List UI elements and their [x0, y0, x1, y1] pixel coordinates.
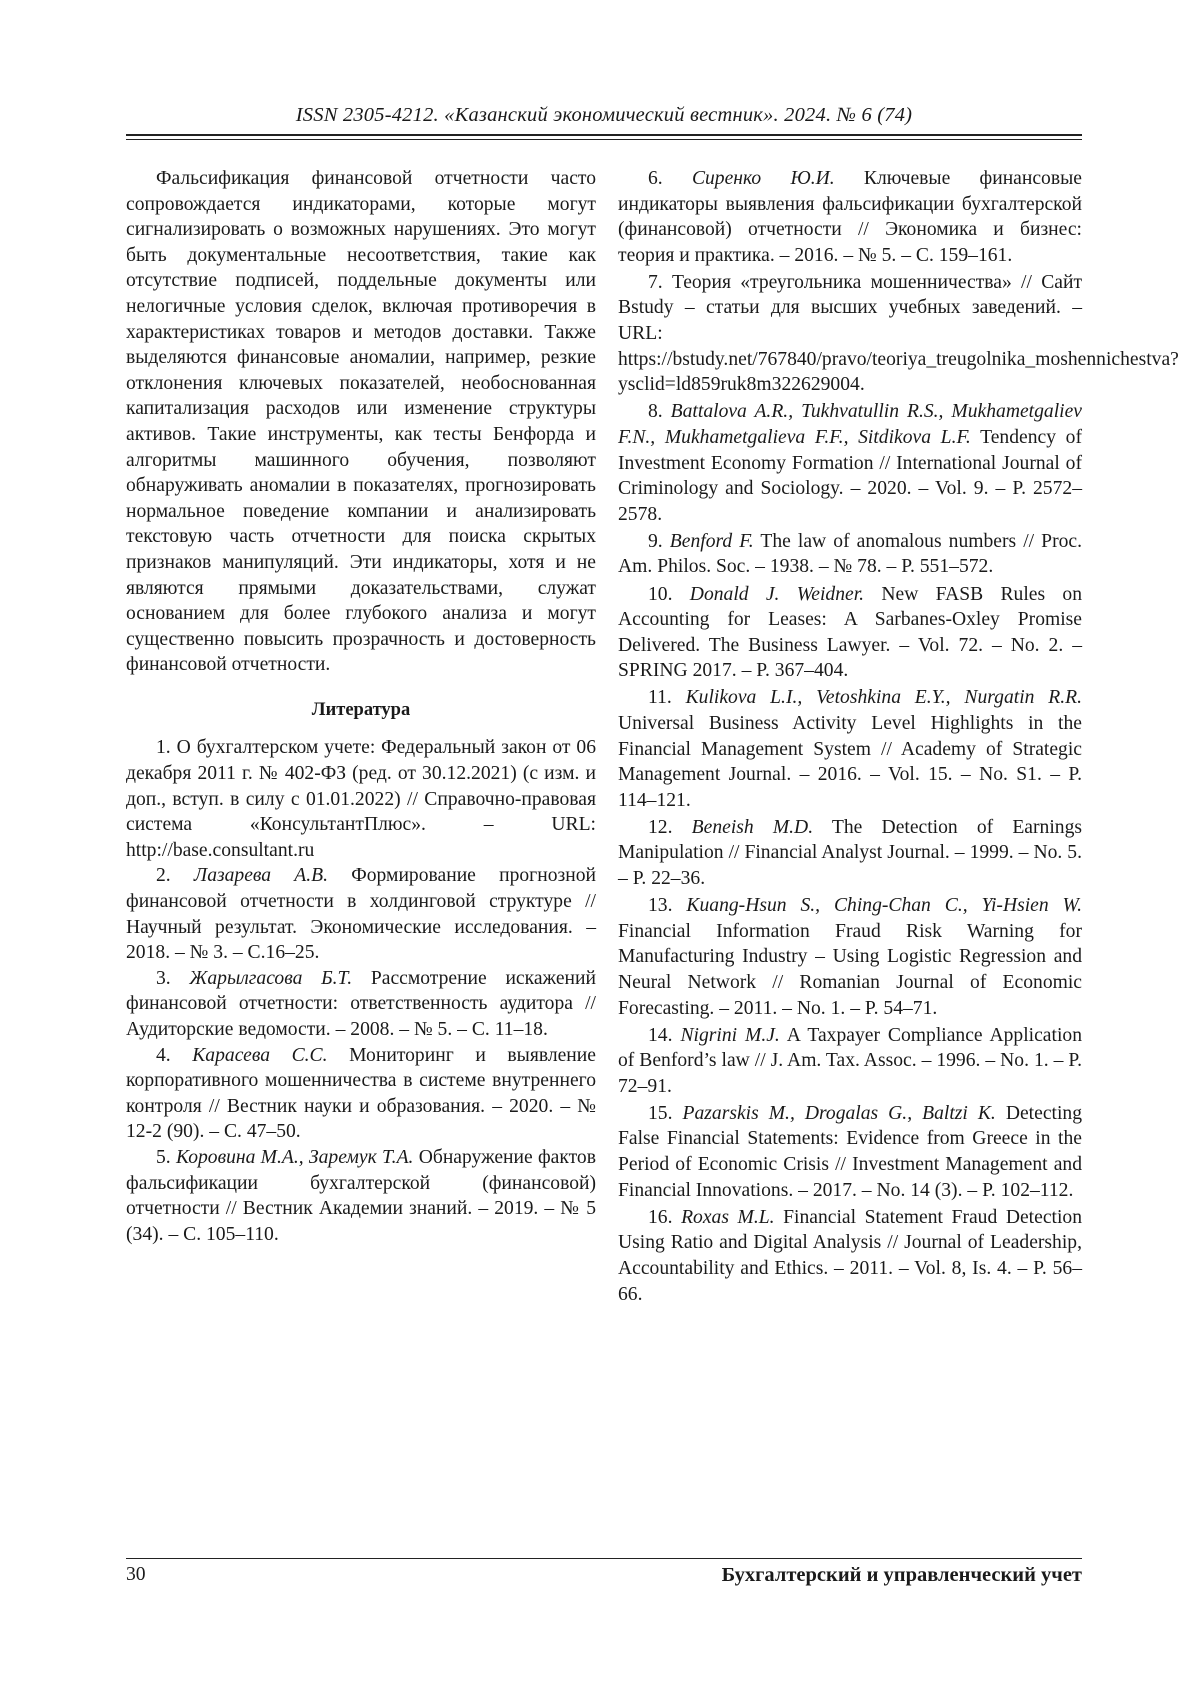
reference-text: Теория «треугольника мошенничества» // Сайт Bstudy – статьи для высших учебных заведений. – URL: https://bstudy.net/767840/pravo/teoriya_treugolnika_moshennichestva?ysclid=ld859ruk8m322629004.: [618, 271, 1179, 396]
reference-item: [618, 815, 1082, 892]
reference-text: Рассмотрение искажений финансовой отчетности: ответственность аудитора // Аудиторские ведомости. – 2008. – № 5. – С. 11–18.: [126, 967, 596, 1040]
reference-authors: Pazarskis M., Drogalas G., Baltzi K.: [682, 1102, 996, 1124]
reference-authors: Жарылгасова Б.Т.: [189, 967, 353, 989]
reference-item: [618, 893, 1082, 1021]
reference-number: 15.: [648, 1102, 673, 1124]
journal-section-name: Бухгалтерский и управленческий учет: [721, 1564, 1082, 1586]
reference-item: [618, 166, 1082, 268]
references-title: Литература: [311, 699, 411, 720]
reference-number: 11.: [648, 687, 672, 709]
reference-number: 13.: [648, 895, 673, 917]
reference-number: 12.: [648, 816, 673, 838]
reference-text: The Detection of Earnings Manipulation // Financial Analyst Journal. – 1999. – No. 5. – P. 22–36.: [618, 816, 1082, 890]
reference-text: Обнаружение фактов фальсификации бухгалтерской (финансовой) отчетности // Вестник Академии знаний. – 2019. – № 5 (34). – С. 105–110.: [126, 1146, 596, 1245]
reference-text: Ключевые финансовые индикаторы выявления фальсификации бухгалтерской (финансовой) отчетности // Экономика и бизнес: теория и практика. – 2016. – № 5. – С. 159–161.: [618, 168, 1082, 266]
reference-item: [126, 966, 596, 1043]
reference-number: 2.: [156, 865, 171, 887]
reference-text: A Taxpayer Compliance Application of Benford’s law // J. Am. Tax. Assoc. – 1996. – No. 1. – P. 72–91.: [618, 1024, 1082, 1097]
reference-number: 5.: [156, 1146, 171, 1168]
reference-text: New FASB Rules on Accounting for Leases: A Sarbanes-Oxley Promise Delivered. The Business Lawyer. – Vol. 72. – No. 2. – SPRING 2017. – P. 367–404.: [618, 583, 1082, 682]
reference-authors: Benford F.: [669, 530, 754, 552]
reference-item: [126, 1043, 596, 1145]
reference-item: [618, 399, 1082, 527]
left-column: [126, 166, 596, 1247]
reference-authors: Roxas M.L.: [681, 1206, 775, 1228]
reference-authors: Kuang-Hsun S., Ching-Chan C., Yi-Hsien W.: [686, 895, 1082, 917]
reference-item: [618, 1101, 1082, 1203]
reference-number: 1.: [156, 737, 171, 759]
reference-item: [618, 582, 1082, 684]
reference-item: [618, 1205, 1082, 1307]
reference-authors: Сиренко Ю.И.: [691, 168, 835, 189]
reference-item: [618, 1023, 1082, 1100]
reference-number: 4.: [156, 1044, 171, 1066]
reference-text: Формирование прогнозной финансовой отчетности в холдинговой структуре // Научный результат. Экономические исследования. – 2018. – № 3. – С.16–25.: [126, 865, 596, 964]
reference-authors: Beneish M.D.: [691, 816, 814, 838]
reference-number: 9.: [648, 530, 663, 552]
reference-authors: Лазарева А.В.: [193, 865, 329, 887]
references-list-right: [618, 166, 1179, 1307]
reference-item: [618, 529, 1082, 580]
reference-text: Detecting False Financial Statements: Evidence from Greece in the Period of Economic Crisis // Investment Management and Financial Innovations. – 2017. – No. 14 (3). – P. 102–112.: [618, 1102, 1082, 1201]
reference-number: 8.: [648, 401, 663, 423]
reference-number: 3.: [156, 967, 171, 989]
reference-authors: Kulikova L.I., Vetoshkina E.Y., Nurgatin R.R.: [685, 687, 1082, 709]
reference-authors: Nigrini M.J.: [680, 1024, 780, 1046]
body-paragraph: Фальсификация финансовой отчетности часто сопровождается индикаторами, которые могут сигнализировать о возможных нарушениях. Это могут быть документальные несоответствия, такие как отсутствие подписей, поддельные документы или нелогичные условия сделок, включая противоречия в характеристиках товаров и методов доставки. Также выделяются финансовые аномалии, например, резкие отклонения ключевых показателей, необоснованная капитализация расходов или изменение структуры активов. Такие инструменты, как тесты Бенфорда и алгоритмы машинного обучения, позволяют обнаруживать аномалии в показателях, прогнозировать нормальное поведение компании и анализировать текстовую часть отчетности для поиска скрытых признаков манипуляций. Эти индикаторы, хотя и не являются прямыми доказательствами, служат основанием для более глубокого анализа и могут существенно повысить прозрачность и достоверность финансовой отчетности.: [126, 168, 596, 676]
reference-number: 16.: [648, 1206, 673, 1228]
right-column: [618, 166, 1179, 1309]
reference-authors: Карасева С.С.: [192, 1044, 328, 1066]
references-list-left: [126, 735, 596, 1247]
reference-number: 7.: [648, 271, 663, 293]
reference-number: 14.: [648, 1024, 673, 1046]
reference-item: [126, 735, 596, 863]
page-number: 30: [126, 1564, 146, 1585]
reference-text: Financial Information Fraud Risk Warning for Manufacturing Industry – Using Logistic Regression and Neural Network // Romanian Journal of Economic Forecasting. – 2011. – No. 1. – P. 54–71.: [618, 920, 1082, 1019]
header-rule-thin: [126, 139, 1082, 140]
reference-number: 10.: [648, 583, 673, 605]
reference-text: Financial Statement Fraud Detection Using Ratio and Digital Analysis // Journal of Leadership, Accountability and Ethics. – 2011. – Vol. 8, Is. 4. – P. 56–66.: [618, 1206, 1082, 1305]
reference-text: Мониторинг и выявление корпоративного мошенничества в системе внутреннего контроля // Вестник науки и образования. – 2020. – № 12-2 (90). – С. 47–50.: [126, 1044, 596, 1143]
reference-item: [126, 1145, 596, 1247]
running-header: ISSN 2305-4212. «Казанский экономический вестник». 2024. № 6 (74): [295, 104, 913, 126]
reference-text: О бухгалтерском учете: Федеральный закон от 06 декабря 2011 г. № 402-ФЗ (ред. от 30.12.2021) (с изм. и доп., вступ. в силу с 01.01.2022) // Справочно-правовая система «КонсультантПлюс». – URL: http://base.consultant.ru: [126, 737, 596, 861]
reference-text: Universal Business Activity Level Highlights in the Financial Management System // Academy of Strategic Management Journal. – 2016. – Vol. 15. – No. S1. – P. 114–121.: [618, 712, 1082, 811]
header-rule-thick: [126, 134, 1082, 136]
reference-text: The law of anomalous numbers // Proc. Am. Philos. Soc. – 1938. – № 78. – P. 551–572.: [618, 530, 1082, 578]
reference-item: [618, 270, 1179, 398]
reference-text: Tendency of Investment Economy Formation // International Journal of Criminology and Sociology. – 2020. – Vol. 9. – P. 2572–2578.: [618, 426, 1082, 525]
reference-authors: Battalova A.R., Tukhvatullin R.S., Mukhametgaliev F.N., Mukhametgalieva F.F., Sitdikova L.F.: [618, 401, 1082, 448]
reference-item: [618, 685, 1082, 813]
reference-number: 6.: [648, 168, 663, 189]
reference-authors: Коровина М.А., Заремук Т.А.: [175, 1146, 414, 1168]
reference-authors: Donald J. Weidner.: [689, 583, 865, 605]
reference-item: [126, 863, 596, 965]
footer-rule: [126, 1558, 1082, 1559]
